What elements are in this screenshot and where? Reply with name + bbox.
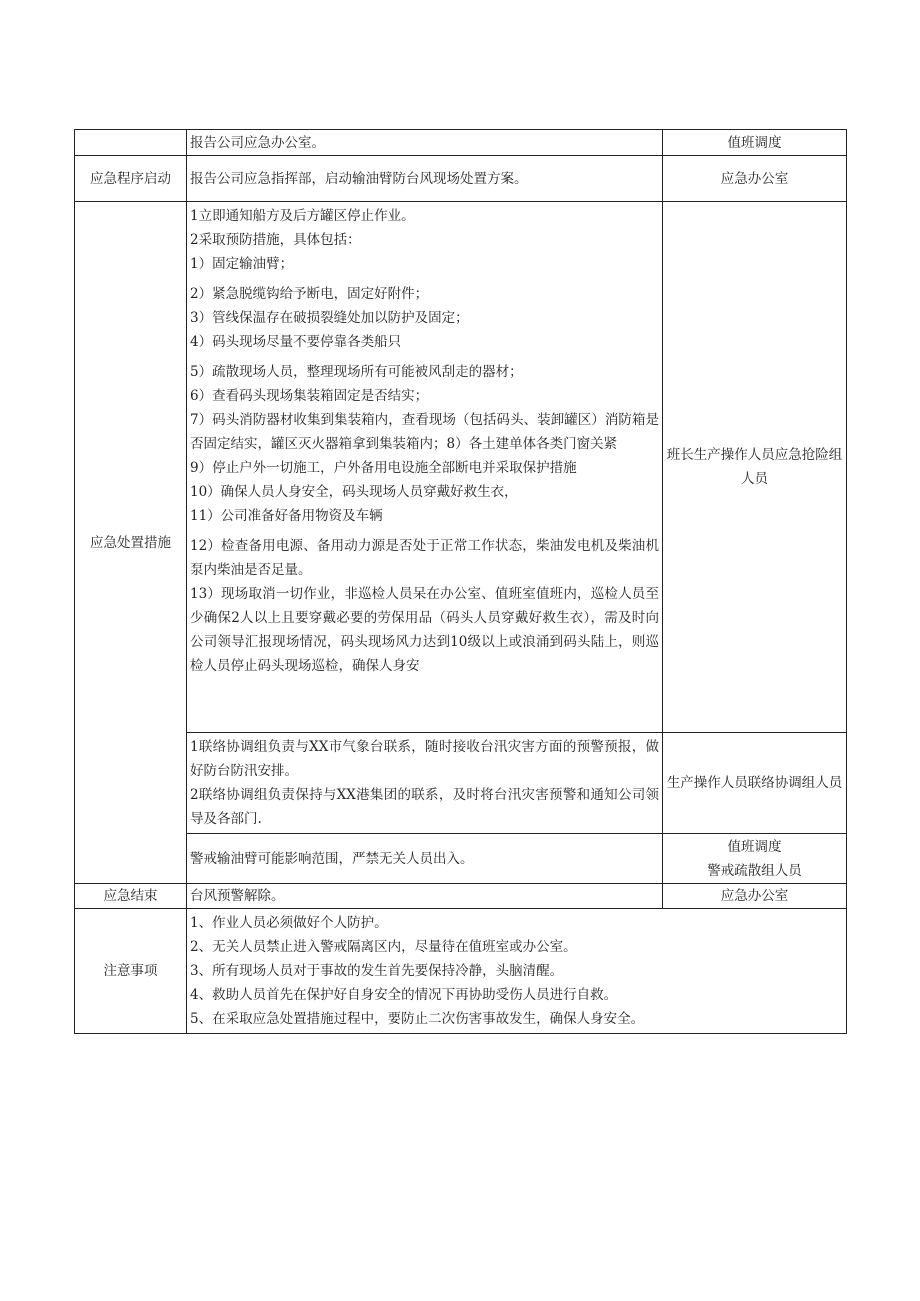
list-item: 10）确保人员人身安全，码头现场人员穿戴好救生衣， xyxy=(190,484,518,500)
list-item: 1立即通知船方及后方罐区停止作业。 xyxy=(190,208,415,224)
list-item: 12）检查备用电源、备用动力源是否处于正常工作状态，柴油发电机及柴油机泵内柴油是否足量。 xyxy=(190,538,659,578)
list-item: 1）固定输油臂； xyxy=(190,256,294,272)
list-item: 1联络协调组负责与XX市气象台联系，随时接收台汛灾害方面的预警预报，做好防台防汛安排。 xyxy=(190,739,659,779)
row-responsible: 应急办公室 xyxy=(663,884,847,909)
list-item: 2）紧急脱缆钩给予断电，固定好附件； xyxy=(190,286,429,302)
row-content: 警戒输油臂可能影响范围，严禁无关人员出入。 xyxy=(187,834,663,884)
notes-list xyxy=(187,909,847,1034)
row-responsible: 值班调度 xyxy=(663,130,847,156)
list-item: 3）管线保温存在破损裂缝处加以防护及固定； xyxy=(190,310,469,326)
list-item: 5、在采取应急处置措施过程中，要防止二次伤害事故发生，确保人身安全。 xyxy=(190,1011,645,1027)
responsible-line: 值班调度 xyxy=(727,838,782,855)
row-responsible: 班长生产操作人员应急抢险组人员 xyxy=(663,202,847,733)
list-item: 3、所有现场人员对于事故的发生首先要保持冷静，头脑清醒。 xyxy=(190,963,564,979)
row-label: 应急程序启动 xyxy=(75,156,187,202)
list-item: 11）公司准备好备用物资及车辆 xyxy=(190,508,383,524)
row-content: 台风预警解除。 xyxy=(187,884,663,909)
list-item: 13）现场取消一切作业，非巡检人员呆在办公室、值班室值班内，巡检人员至少确保2人以上且要穿戴必要的劳保用品（码头人员穿戴好救生衣），需及时向公司领导汇报现场情况，码头现场风力达到10级以上或浪涌到码头陆上，则巡检人员停止码头现场巡检，确保人身安 xyxy=(190,586,659,674)
row-measures-block-2 xyxy=(75,733,847,834)
row-label xyxy=(75,130,187,156)
list-item: 5）疏散现场人员，整理现场所有可能被风刮走的器材； xyxy=(190,364,523,380)
row-content: 报告公司应急指挥部，启动输油臂防台风现场处置方案。 xyxy=(187,156,663,202)
row-responsible: 生产操作人员联络协调组人员 xyxy=(663,733,847,834)
measures-list xyxy=(187,202,663,733)
row-label: 注意事项 xyxy=(75,909,187,1034)
row-label: 应急结束 xyxy=(75,884,187,909)
row-emergency-end xyxy=(75,884,847,909)
row-report-office xyxy=(75,130,847,156)
list-item: 6）查看码头现场集装箱固定是否结实； xyxy=(190,388,429,404)
row-measures-block-3 xyxy=(75,834,847,884)
list-item: 9）停止户外一切施工，户外备用电设施全部断电并采取保护措施 xyxy=(190,460,577,476)
list-item: 4、救助人员首先在保护好自身安全的情况下再协助受伤人员进行自救。 xyxy=(190,987,618,1003)
row-responsible xyxy=(663,834,847,884)
row-notes xyxy=(75,909,847,1034)
row-label: 应急处置措施 xyxy=(75,202,187,884)
list-item: 2、无关人员禁止进入警戒隔离区内，尽量待在值班室或办公室。 xyxy=(190,939,577,955)
row-content: 报告公司应急办公室。 xyxy=(187,130,663,156)
responsible-line: 警戒疏散组人员 xyxy=(707,862,802,879)
list-item: 1、作业人员必须做好个人防护。 xyxy=(190,915,388,931)
row-procedure-start xyxy=(75,156,847,202)
list-item: 2联络协调组负责保持与XX港集团的联系，及时将台汛灾害预警和通知公司领导及各部门. xyxy=(190,787,659,827)
emergency-procedure-table xyxy=(74,129,847,1034)
row-measures-block-1 xyxy=(75,202,847,733)
coordination-list xyxy=(187,733,663,834)
list-item: 4）码头现场尽量不要停靠各类船只 xyxy=(190,334,402,350)
list-item: 7）码头消防器材收集到集装箱内，查看现场（包括码头、装卸罐区）消防箱是否固定结实，罐区灭火器箱拿到集装箱内；8）各土建单体各类门窗关紧 xyxy=(190,412,659,452)
list-item: 2采取预防措施，具体包括： xyxy=(190,232,361,248)
row-responsible: 应急办公室 xyxy=(663,156,847,202)
